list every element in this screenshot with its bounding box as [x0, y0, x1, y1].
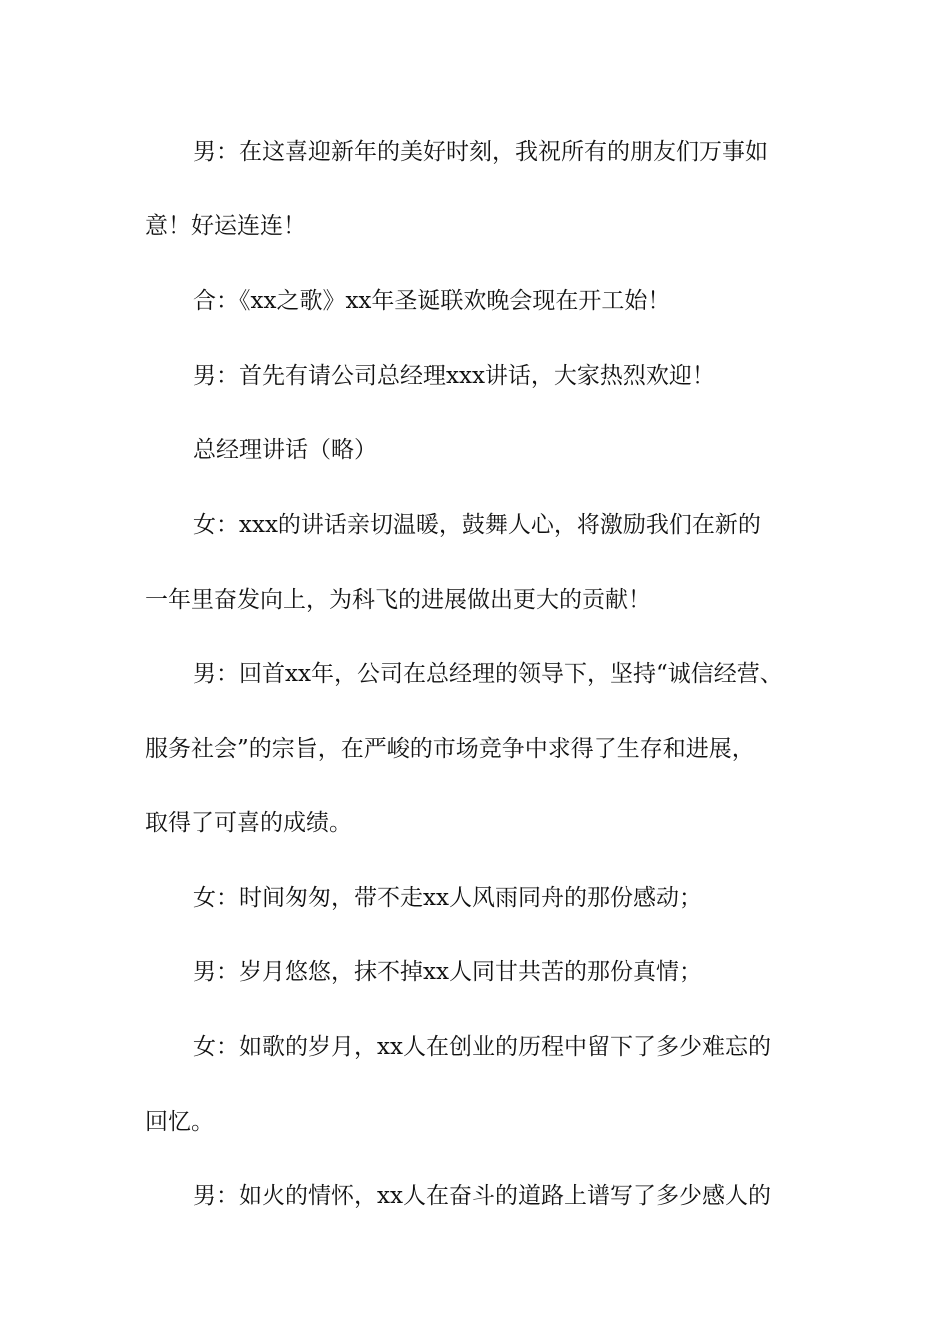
text-line: 男：回首xx年，公司在总经理的领导下，坚持“诚信经营、 — [193, 661, 783, 687]
text-line: 男：在这喜迎新年的美好时刻，我祝所有的朋友们万事如 — [193, 139, 768, 165]
text-line: 意！好运连连！ — [145, 213, 306, 239]
text-line: 取得了可喜的成绩。 — [145, 810, 352, 836]
text-line: 合：《xx之歌》xx年圣诞联欢晚会现在开工始！ — [193, 288, 671, 314]
text-line: 服务社会”的宗旨，在严峻的市场竞争中求得了生存和进展， — [145, 736, 755, 762]
text-line: 男：如火的情怀，xx人在奋斗的道路上谱写了多少感人的 — [193, 1183, 771, 1209]
text-line: 一年里奋发向上，为科飞的进展做出更大的贡献！ — [145, 587, 651, 613]
text-line: 男：岁月悠悠，抹不掉xx人同甘共苦的那份真情； — [193, 959, 702, 985]
text-line: 女：时间匆匆，带不走xx人风雨同舟的那份感动； — [193, 885, 702, 911]
text-line: 男：首先有请公司总经理xxx讲话，大家热烈欢迎！ — [193, 363, 715, 389]
text-line: 总经理讲话（略） — [193, 437, 377, 463]
text-line: 回忆。 — [145, 1109, 214, 1135]
text-line: 女：如歌的岁月，xx人在创业的历程中留下了多少难忘的 — [193, 1034, 771, 1060]
text-line: 女：xxx的讲话亲切温暖，鼓舞人心，将激励我们在新的 — [193, 512, 761, 538]
